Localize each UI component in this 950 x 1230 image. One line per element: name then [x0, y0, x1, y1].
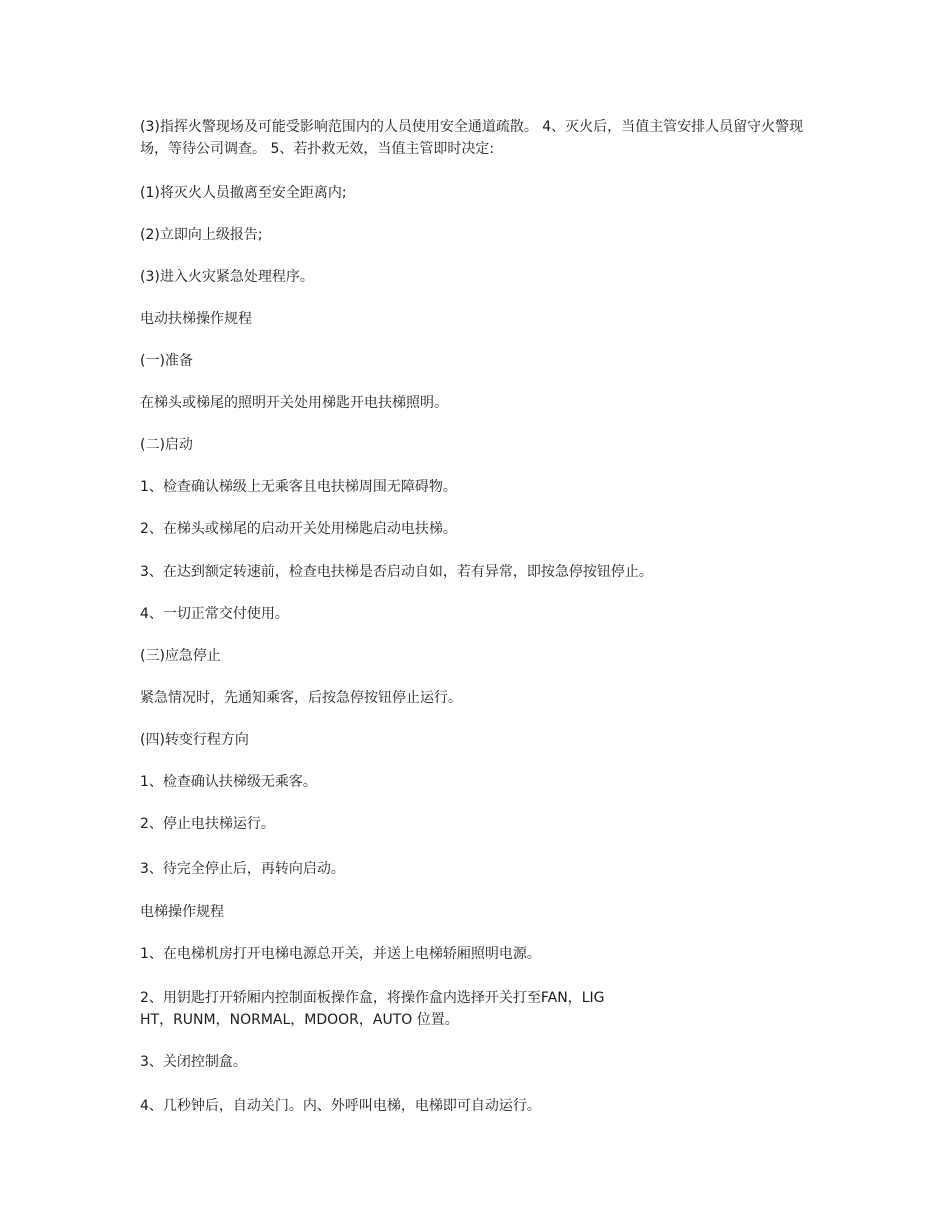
- paragraph-lighting: 在梯头或梯尾的照明开关处用梯匙开电扶梯照明。: [140, 395, 448, 411]
- paragraph-elevator-step-3: 3、关闭控制盒。: [140, 1054, 247, 1070]
- section-heading-escalator: 电动扶梯操作规程: [140, 311, 252, 327]
- paragraph-direction-step-1: 1、检查确认扶梯级无乘客。: [140, 774, 317, 790]
- subheading-prepare: (一)准备: [140, 353, 193, 369]
- paragraph-direction-step-3: 3、待完全停止后，再转向启动。: [140, 861, 345, 877]
- paragraph-elevator-step-1: 1、在电梯机房打开电梯电源总开关，并送上电梯轿厢照明电源。: [140, 946, 541, 962]
- paragraph-start-step-1: 1、检查确认梯级上无乘客且电扶梯周围无障碍物。: [140, 479, 457, 495]
- subheading-start: (二)启动: [140, 437, 193, 453]
- paragraph-elevator-step-2: 2、用钥匙打开轿厢内控制面板操作盒，将操作盒内选择开关打至FAN，LIGHT，RUNM，NORMAL，MDOOR，AUTO 位置。: [140, 990, 605, 1028]
- paragraph-fire-emergency: (3)进入火灾紧急处理程序。: [140, 269, 314, 285]
- paragraph-start-step-4: 4、一切正常交付使用。: [140, 606, 289, 622]
- subheading-change-direction: (四)转变行程方向: [140, 732, 249, 748]
- paragraph-start-step-2: 2、在梯头或梯尾的启动开关处用梯匙启动电扶梯。: [140, 521, 457, 537]
- paragraph-withdraw-personnel: (1)将灭火人员撤离至安全距离内;: [140, 185, 347, 201]
- paragraph-start-step-3: 3、在达到额定转速前，检查电扶梯是否启动自如，若有异常，即按急停按钮停止。: [140, 564, 653, 580]
- paragraph-fire-evacuation: (3)指挥火警现场及可能受影响范围内的人员使用安全通道疏散。 4、灭火后，当值主管安排人员留守火警现场，等待公司调查。 5、若扑救无效，当值主管即时决定:: [140, 119, 804, 157]
- subheading-emergency-stop: (三)应急停止: [140, 648, 221, 664]
- section-heading-elevator: 电梯操作规程: [140, 904, 224, 920]
- paragraph-elevator-step-4: 4、几秒钟后，自动关门。内、外呼叫电梯，电梯即可自动运行。: [140, 1098, 541, 1114]
- paragraph-emergency-stop: 紧急情况时，先通知乘客，后按急停按钮停止运行。: [140, 690, 462, 706]
- paragraph-report-superior: (2)立即向上级报告;: [140, 227, 263, 243]
- paragraph-direction-step-2: 2、停止电扶梯运行。: [140, 816, 275, 832]
